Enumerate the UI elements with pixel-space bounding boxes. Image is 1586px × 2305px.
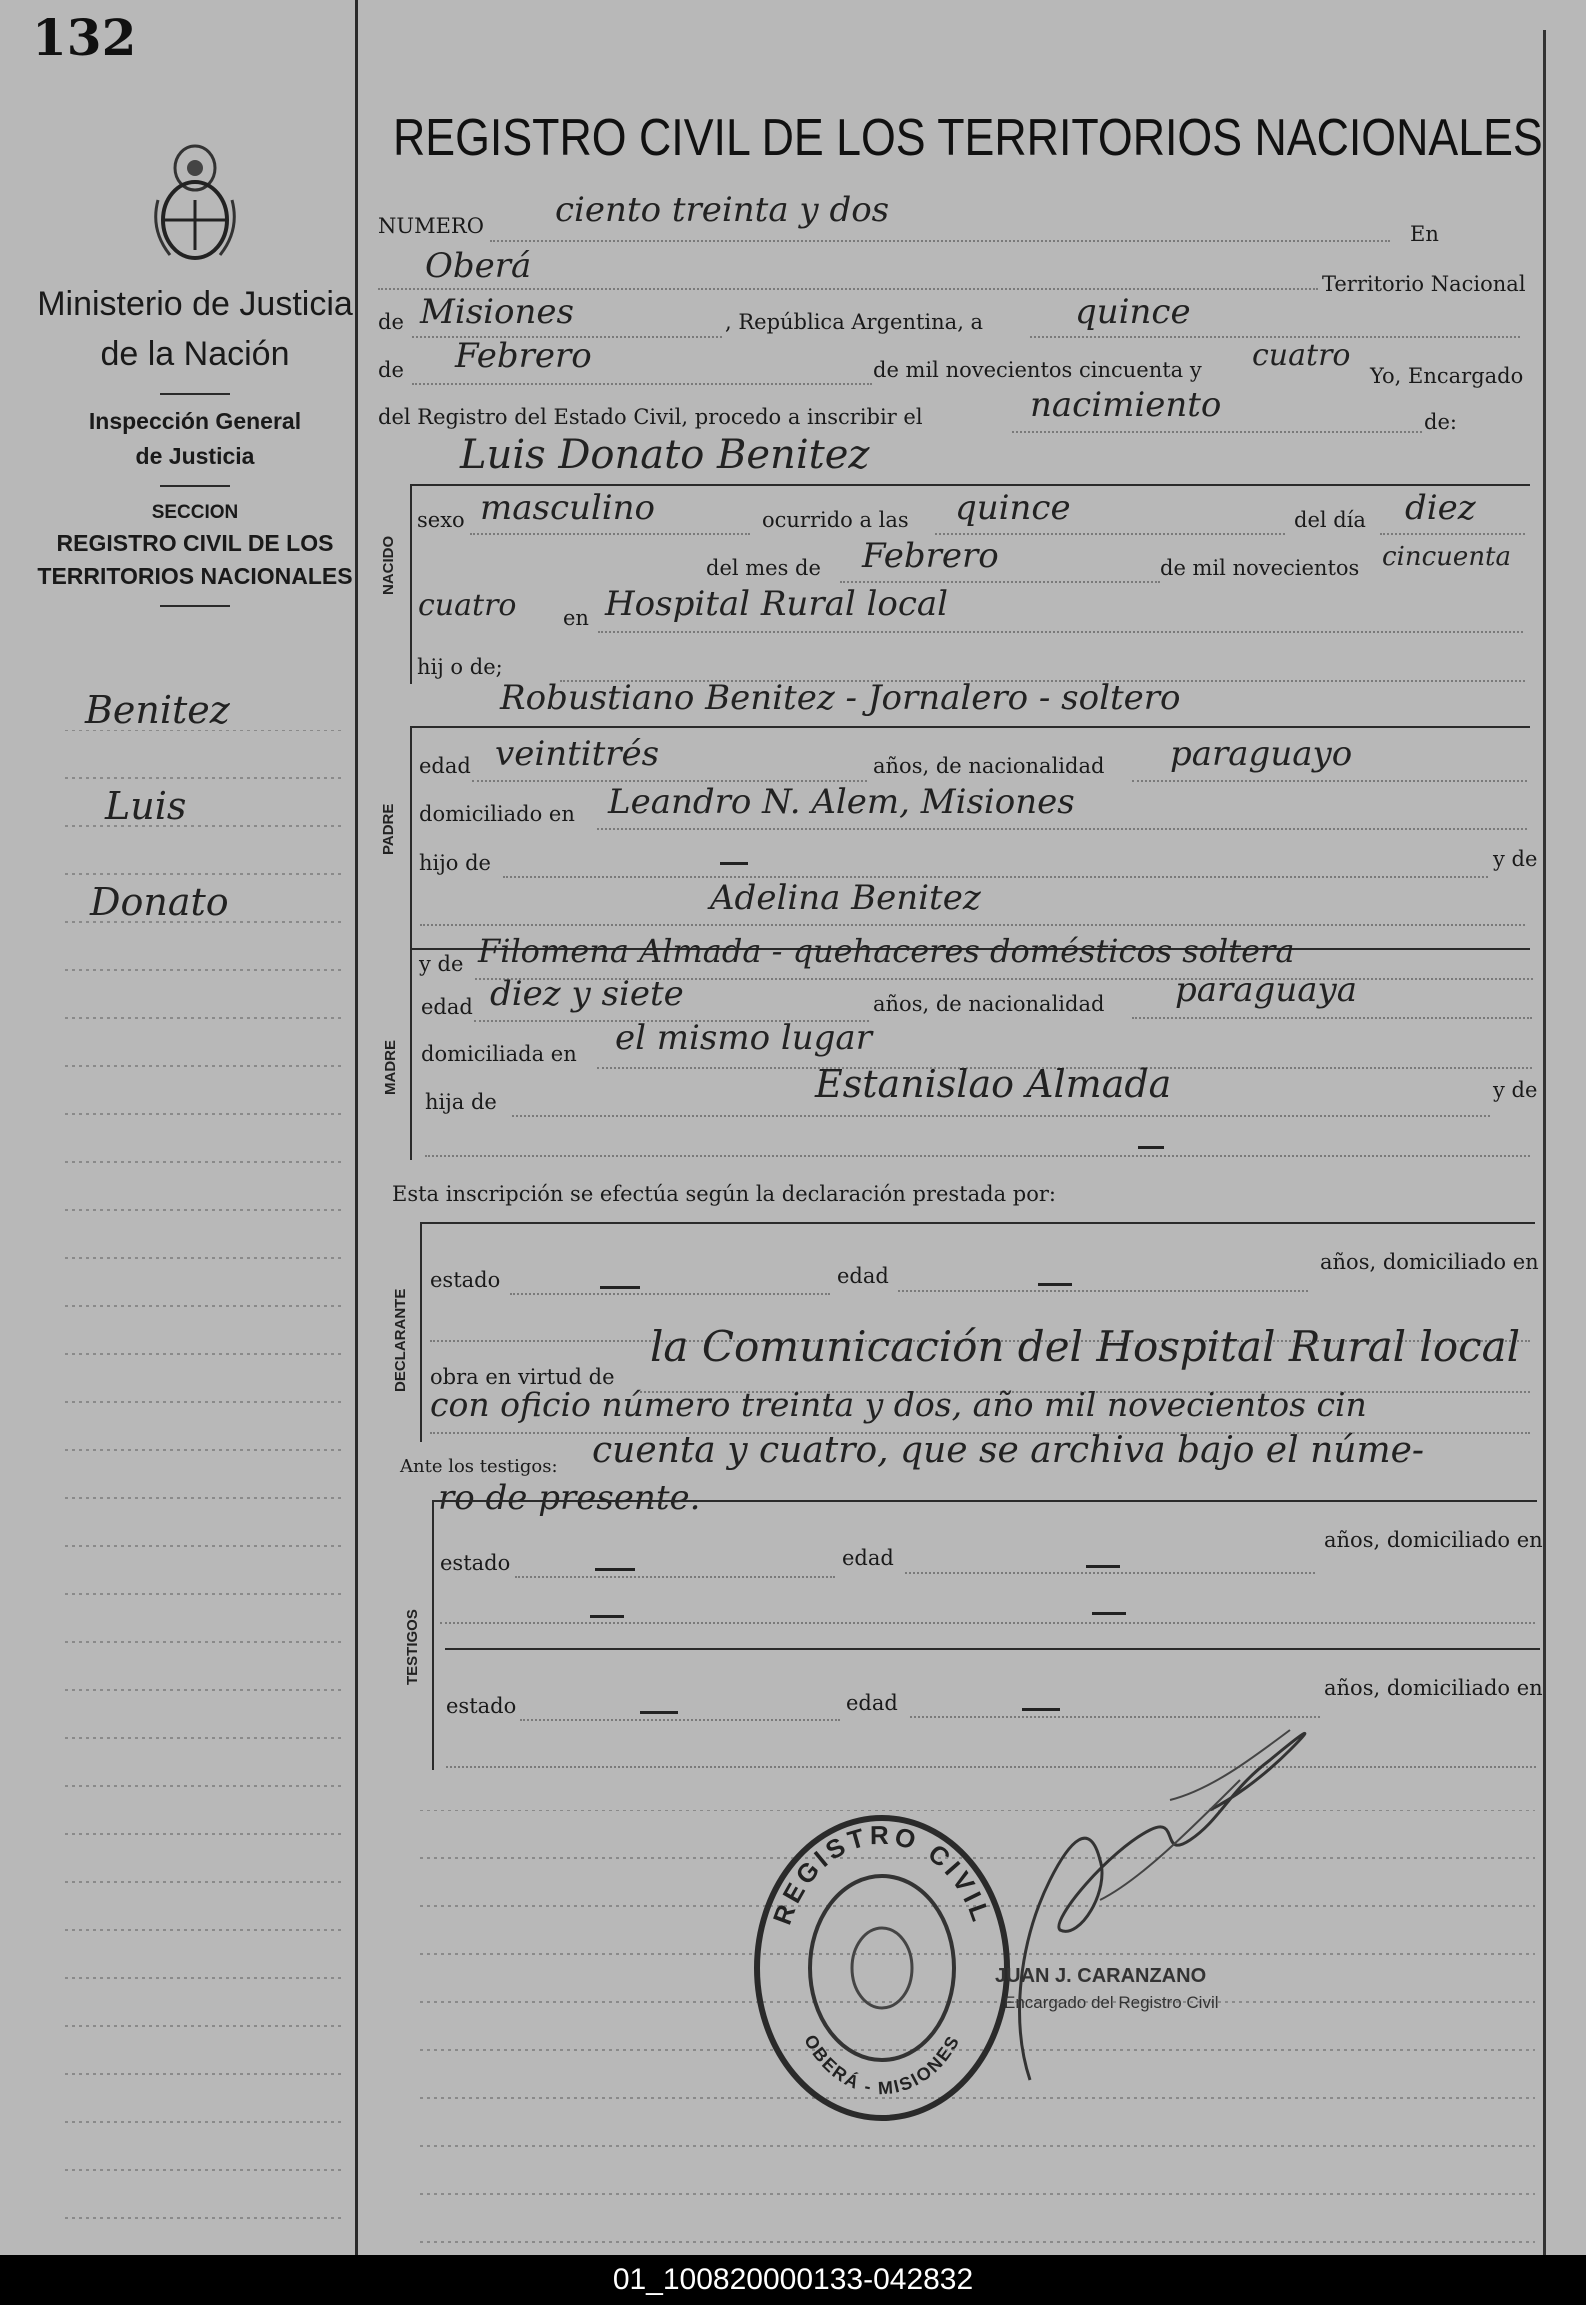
section-label: SECCION xyxy=(151,502,239,523)
mother-y-de-label: y de xyxy=(419,952,464,976)
ministry-line2: de la Nación xyxy=(100,335,290,373)
father-y-de-label: y de xyxy=(1493,847,1538,871)
margin-first-name: Luis xyxy=(105,784,187,828)
child-full-name: Luis Donato Benitez xyxy=(460,432,870,478)
official-seal xyxy=(752,1812,1012,2124)
seal-top-text: REGISTRO CIVIL xyxy=(766,1819,998,1929)
en-label: En xyxy=(1410,222,1439,246)
margin-ruled-lines xyxy=(65,730,350,2250)
mother-nac-label: años, de nacionalidad xyxy=(873,992,1105,1016)
image-identifier: 01_100820000133-042832 xyxy=(0,2255,1586,2305)
testigo1-anos-label: años, domiciliado en xyxy=(1324,1528,1543,1552)
obra-line2: con oficio número treinta y dos, año mil novecientos cin xyxy=(430,1385,1367,1424)
father-nac-label: años, de nacionalidad xyxy=(873,754,1105,778)
section-nacido-label: NACIDO xyxy=(380,535,397,595)
sexo-value: masculino xyxy=(480,488,656,528)
sidebar-rule xyxy=(160,485,230,487)
margin-surname: Benitez xyxy=(85,688,230,732)
year-born-value1: cincuenta xyxy=(1382,542,1512,572)
mes-label: del mes de xyxy=(706,556,821,580)
father-full-line: Robustiano Benitez - Jornalero - soltero xyxy=(500,678,1181,718)
mother-hija-label: hija de xyxy=(425,1090,497,1114)
obra-line3: cuenta y cuatro, que se archiva bajo el núme- xyxy=(592,1430,1425,1471)
mother-edad-label: edad xyxy=(421,995,473,1019)
obra-line1: la Comunicación del Hospital Rural local xyxy=(650,1322,1521,1371)
numero-label: NUMERO xyxy=(378,214,484,238)
ocurrido-label: ocurrido a las xyxy=(762,508,909,532)
del-dia-label: del día xyxy=(1294,508,1366,532)
de2-label: de xyxy=(378,358,404,382)
testigo2-edad-label: edad xyxy=(846,1691,898,1715)
testigo1-estado-label: estado xyxy=(440,1551,511,1575)
yo-label: Yo, Encargado xyxy=(1370,364,1524,388)
father-mother-value: Adelina Benitez xyxy=(710,878,981,918)
obra-line4: ro de presente. xyxy=(438,1478,701,1518)
ante-testigos-label: Ante los testigos: xyxy=(400,1456,558,1477)
section-padre-label: PADRE xyxy=(380,803,397,855)
declarante-estado-label: estado xyxy=(430,1268,501,1292)
year-born-value2: cuatro xyxy=(418,588,517,623)
mother-nac-value: paraguaya xyxy=(1175,970,1357,1010)
section-declarante-label: DECLARANTE xyxy=(392,1288,409,1392)
signature-title: Encargado del Registro Civil xyxy=(1004,1993,1219,2012)
father-edad-value: veintitrés xyxy=(495,734,660,774)
father-nac-value: paraguayo xyxy=(1170,734,1353,774)
hour-value: quince xyxy=(955,488,1071,528)
obra-label: obra en virtud de xyxy=(430,1365,615,1389)
seal-bottom-text: OBERÁ - MISIONES xyxy=(800,2031,964,2099)
month-born-value: Febrero xyxy=(862,536,999,576)
birth-place-value: Hospital Rural local xyxy=(605,584,949,624)
coat-of-arms-icon xyxy=(150,140,240,265)
inspection-line1: Inspección General xyxy=(88,408,302,434)
testigo2-anos-label: años, domiciliado en xyxy=(1324,1676,1543,1700)
mother-dom-value: el mismo lugar xyxy=(615,1018,872,1058)
declarante-edad-label: edad xyxy=(837,1264,889,1288)
page-number: 132 xyxy=(32,8,137,67)
father-dom-value: Leandro N. Alem, Misiones xyxy=(608,782,1075,822)
year-value: cuatro xyxy=(1252,338,1351,373)
mother-dom-label: domiciliada en xyxy=(421,1042,577,1066)
declaration-intro: Esta inscripción se efectúa según la declaración prestada por: xyxy=(392,1182,1056,1206)
sidebar-rule xyxy=(160,393,230,395)
day-born-value: diez xyxy=(1405,488,1476,528)
section-madre-label: MADRE xyxy=(382,1040,399,1095)
svg-text:OBERÁ - MISIONES xyxy=(800,2031,964,2098)
territorio-label: Territorio Nacional xyxy=(1322,272,1526,296)
margin-middle-name: Donato xyxy=(90,880,229,924)
sidebar-rule xyxy=(160,605,230,607)
signature-scribble xyxy=(990,1680,1350,2100)
place-value: Oberá xyxy=(425,246,532,286)
place-en-label: en xyxy=(563,606,589,630)
mother-y-de2-label: y de xyxy=(1493,1078,1538,1102)
section-line2: TERRITORIOS NACIONALES xyxy=(37,563,353,589)
inspection-line2: de Justicia xyxy=(135,443,255,469)
father-edad-label: edad xyxy=(419,754,471,778)
father-hijo-label: hijo de xyxy=(419,851,491,875)
father-dom-label: domiciliado en xyxy=(419,802,575,826)
hijo-label: hij o de; xyxy=(417,655,503,679)
mother-parent-value: Estanislao Almada xyxy=(815,1062,1172,1106)
year-label: de mil novecientos cincuenta y xyxy=(873,358,1202,382)
section-line1: REGISTRO CIVIL DE LOS xyxy=(56,530,334,556)
ministry-line1: Ministerio de Justicia xyxy=(37,285,353,323)
act-value: nacimiento xyxy=(1030,385,1222,425)
day-value: quince xyxy=(1075,292,1191,332)
numero-value: ciento treinta y dos xyxy=(555,190,890,230)
signature-name: JUAN J. CARANZANO xyxy=(995,1965,1207,1987)
mother-full-line: Filomena Almada - quehaceres domésticos soltera xyxy=(478,932,1295,970)
sexo-label: sexo xyxy=(417,508,465,532)
de3-label: de: xyxy=(1424,410,1457,434)
registro-label: del Registro del Estado Civil, procedo a inscribir el xyxy=(378,405,923,429)
territory-value: Misiones xyxy=(420,292,574,332)
republica-label: , República Argentina, a xyxy=(725,310,984,334)
de-label: de xyxy=(378,310,404,334)
declarante-anos-label: años, domiciliado en xyxy=(1320,1250,1539,1274)
page-edge xyxy=(1543,30,1546,2255)
testigo1-edad-label: edad xyxy=(842,1546,894,1570)
mother-edad-value: diez y siete xyxy=(490,974,684,1014)
year-born-label: de mil novecientos xyxy=(1160,556,1360,580)
section-testigos-label: TESTIGOS xyxy=(404,1609,421,1685)
page-title: REGISTRO CIVIL DE LOS TERRITORIOS NACIONALES xyxy=(393,109,1543,167)
month-value: Febrero xyxy=(455,336,592,376)
testigo2-estado-label: estado xyxy=(446,1694,517,1718)
